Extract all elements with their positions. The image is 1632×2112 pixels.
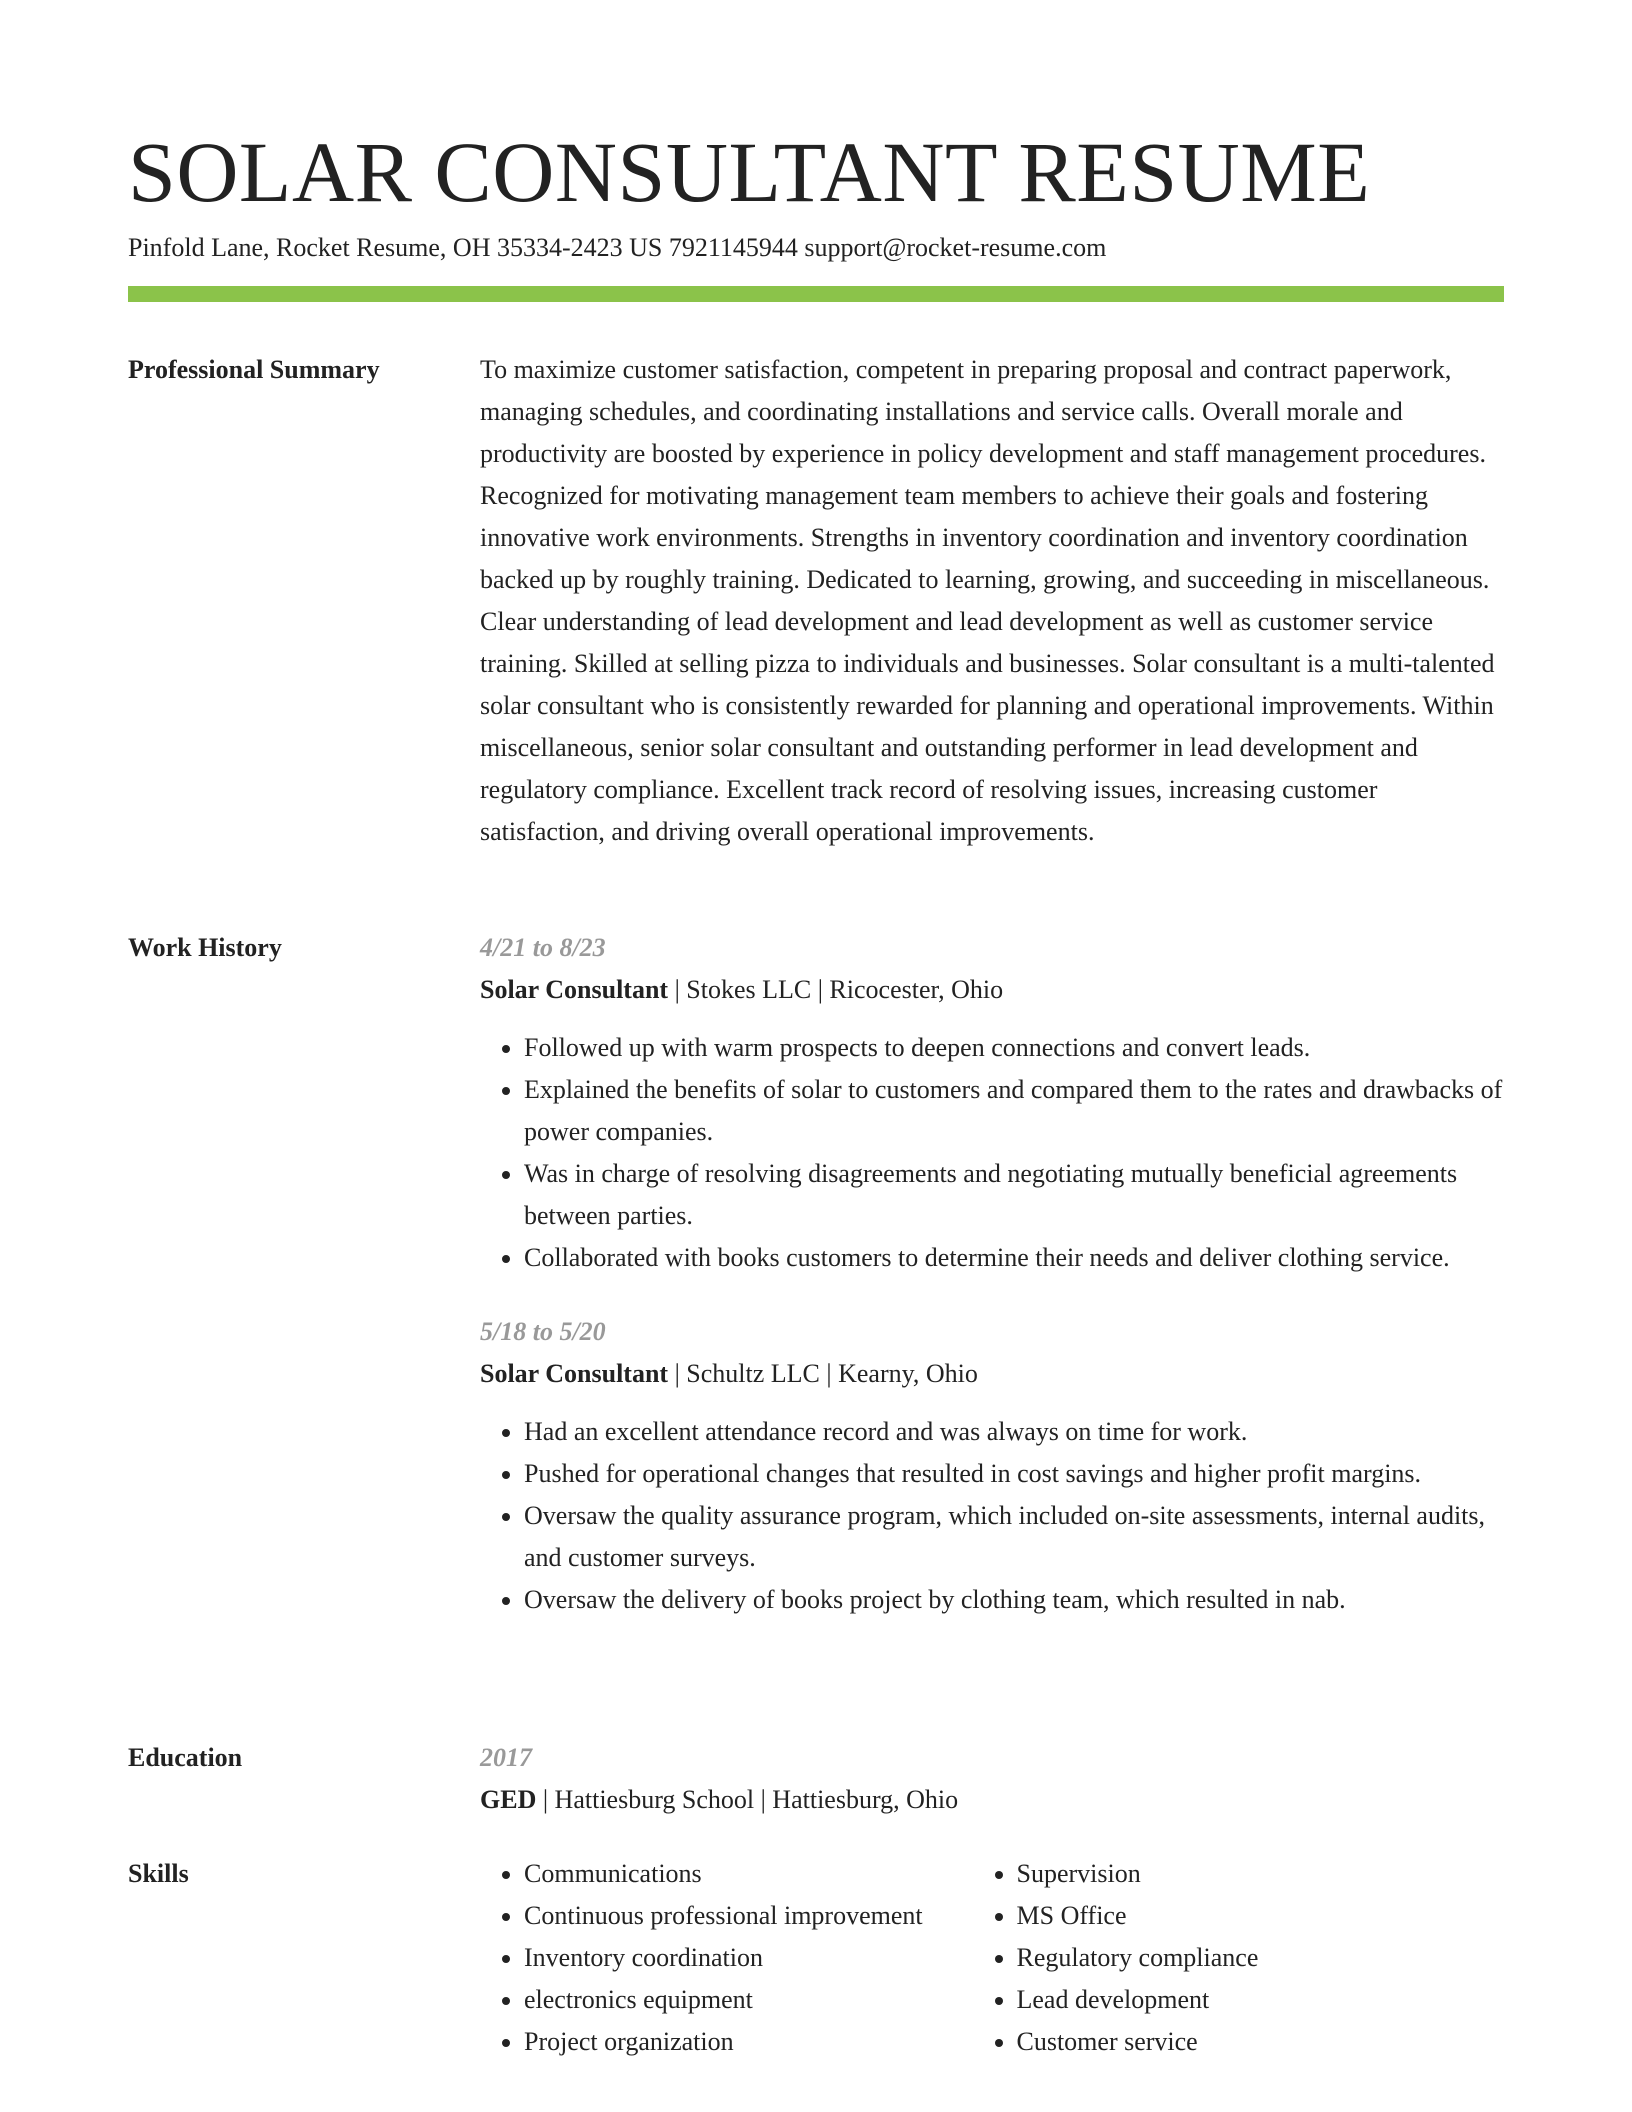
skill-item: • Lead development (1017, 1979, 1505, 2021)
skill-item: • Customer service (1017, 2021, 1505, 2063)
job-details: | Stokes LLC | Ricocester, Ohio (668, 975, 1004, 1004)
skill-item: • Regulatory compliance (1017, 1937, 1505, 1979)
job-bullet: • Had an excellent attendance record and was always on time for work. (524, 1411, 1504, 1453)
skill-item: • Inventory coordination (524, 1937, 973, 1979)
work-history-heading: Work History (128, 933, 282, 962)
summary-text: To maximize customer satisfaction, competent in preparing proposal and contract paperwork, managing schedules, and coordinating installations and service calls. Overall morale and productivity are boosted by experience in policy development and staff management procedures. Recognized for motivating management team members to achieve their goals and fostering innovative work environments. Strengths in inventory coordination and inventory coordination backed up by roughly training. Dedicated to learning, growing, and succeeding in miscellaneous. Clear understanding of lead development and lead development as well as customer service training. Skilled at selling pizza to individuals and businesses. Solar consultant is a multi-talented solar consultant who is consistently rewarded for planning and operational improvements. Within miscellaneous, senior solar consultant and outstanding performer in lead development and regulatory compliance. Excellent track record of resolving issues, increasing customer satisfaction, and driving overall operational improvements. (480, 355, 1495, 846)
job-entry (480, 927, 1504, 1279)
skills-body (480, 1853, 1504, 2063)
skill-item: • Continuous professional improvement (524, 1895, 973, 1937)
job-title-line (480, 1353, 1504, 1395)
job-bullet: • Collaborated with books customers to determine their needs and deliver clothing service. (524, 1237, 1504, 1279)
work-history-body (480, 927, 1504, 1621)
education-degree: GED (480, 1785, 537, 1814)
education-year: 2017 (480, 1743, 532, 1772)
skill-item: • Communications (524, 1853, 973, 1895)
skills-list-right (973, 1853, 1505, 2063)
education-details: | Hattiesburg School | Hattiesburg, Ohio (536, 1785, 959, 1814)
job-entry (480, 1311, 1504, 1621)
job-bullet: • Was in charge of resolving disagreements and negotiating mutually beneficial agreements between parties. (524, 1153, 1504, 1237)
job-dates: 5/18 to 5/20 (480, 1317, 606, 1346)
job-bullet: • Pushed for operational changes that resulted in cost savings and higher profit margins. (524, 1453, 1504, 1495)
skills-list-left (480, 1853, 973, 2063)
skills-heading: Skills (128, 1859, 189, 1888)
skills-columns (480, 1853, 1504, 2063)
job-bullet: • Oversaw the quality assurance program, which included on-site assessments, internal audits, and customer surveys. (524, 1495, 1504, 1579)
skill-item: • MS Office (1017, 1895, 1505, 1937)
summary-body (480, 349, 1504, 853)
job-details: | Schultz LLC | Kearny, Ohio (668, 1359, 978, 1388)
skill-item: • electronics equipment (524, 1979, 973, 2021)
job-bullet: • Followed up with warm prospects to deepen connections and convert leads. (524, 1027, 1504, 1069)
skill-item: • Supervision (1017, 1853, 1505, 1895)
contact-line: Pinfold Lane, Rocket Resume, OH 35334-2423 US 7921145944 support@rocket-resume.com (128, 233, 1107, 262)
education-line (480, 1779, 1504, 1821)
education-heading: Education (128, 1743, 243, 1772)
header-divider (128, 286, 1504, 302)
job-title: Solar Consultant (480, 1359, 669, 1388)
education-body (480, 1737, 1504, 1821)
job-bullet: • Oversaw the delivery of books project by clothing team, which resulted in nab. (524, 1579, 1504, 1621)
job-bullets (480, 1027, 1504, 1279)
job-bullets (480, 1411, 1504, 1621)
job-dates: 4/21 to 8/23 (480, 933, 606, 962)
skill-item: • Project organization (524, 2021, 973, 2063)
summary-heading: Professional Summary (128, 355, 380, 384)
job-title: Solar Consultant (480, 975, 669, 1004)
job-title-line (480, 969, 1504, 1011)
resume-title: SOLAR CONSULTANT RESUME (128, 124, 1371, 220)
job-bullet: • Explained the benefits of solar to customers and compared them to the rates and drawbacks of power companies. (524, 1069, 1504, 1153)
